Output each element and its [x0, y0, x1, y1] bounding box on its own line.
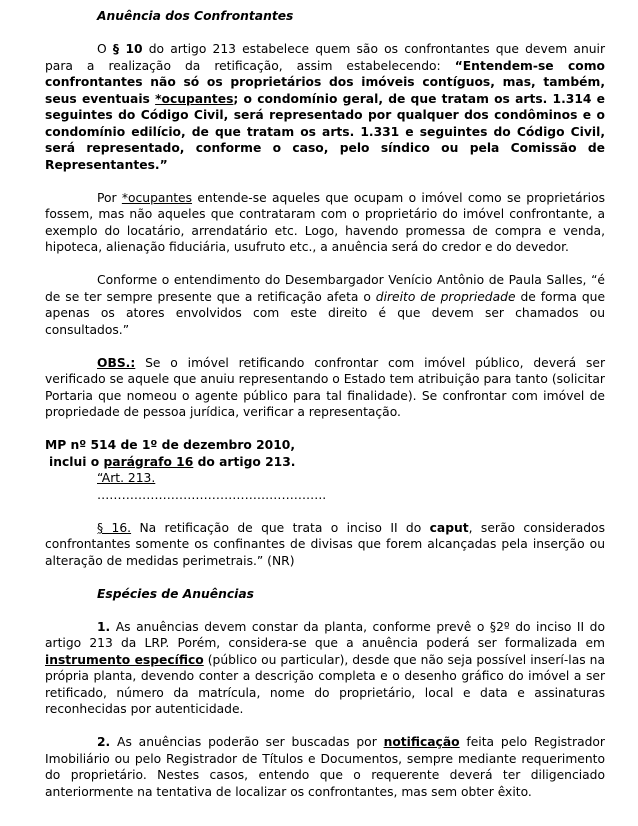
text: do artigo 213 estabelece quem são os confrontantes que devem anuir para a realização da retificação, assim estabelecendo:	[45, 42, 606, 73]
paragraph-entendimento	[45, 272, 605, 338]
quote-bold: ; o condomínio geral, de que tratam os arts. 1.314 e seguintes do Código Civil, será representado por qualquer dos condôminos e o condomínio edilício, de que tratam os arts. 1.331 e seguintes do Código Civil, será representado, conforme o caso, pelo síndico ou pela Comissão de Representantes.”	[45, 91, 605, 172]
section-heading-anuencia: Anuência dos Confrontantes	[97, 9, 294, 23]
ocupantes-marker: *ocupantes	[155, 91, 234, 106]
paragraph-confrontantes	[45, 41, 605, 173]
text: entende-se aqueles que ocupam o imóvel como se proprietários fossem, mas não aqueles que contrataram com o proprietário do imóvel confrontante, a exemplo do locatário, arrendatário etc. Logo, havendo promessa de compra e venda, hipoteca, alienação fiduciária, usufruto etc., a anuência será do credor e do devedor.	[45, 190, 606, 254]
ocupantes-underlined: *ocupantes	[121, 190, 193, 205]
item-number: 2.	[97, 735, 111, 749]
section-heading-especies: Espécies de Anuências	[97, 586, 254, 601]
paragraph-item-1	[45, 619, 605, 718]
caput-bold: caput	[429, 520, 469, 535]
text-bold: § 10	[112, 42, 143, 56]
paragraph-16-link: parágrafo 16	[103, 454, 194, 469]
ellipsis-line: ………………………………………………..	[97, 487, 327, 502]
text: As anuências poderão ser buscadas por	[110, 735, 384, 749]
text: O	[97, 42, 113, 56]
text: inclui o	[49, 454, 104, 469]
notificacao: notificação	[383, 735, 460, 749]
text: de forma que apenas os atores envolvidos com este direito é que devem ser chamados ou consultados.”	[45, 289, 606, 337]
art-label: “Art. 213.	[97, 471, 156, 485]
mp-title: MP nº 514 de 1º de dezembro 2010,	[45, 438, 296, 452]
text: Por	[97, 190, 122, 205]
text: Se o imóvel retificando confrontar com imóvel público, deverá ser verificado se aquele que anuiu representando o Estado tem atribuição para tanto (solicitar Portaria que nomeou o agente público para tal finalidade). Se confrontar com imóvel de propriedade de pessoa jurídica, verificar a representação.	[45, 355, 605, 419]
mp-subtitle	[45, 454, 605, 471]
text: (público ou particular), desde que não seja possível inserí-las na própria planta, devendo conter a descrição completa e o desenho gráfico do imóvel a ser retificado, número da matrícula, nome do proprietário, local e data e assinaturas reconhecidas por autenticidade.	[45, 652, 605, 716]
paragraph-16-text	[45, 520, 605, 570]
paragraph-ocupantes	[45, 190, 605, 256]
obs-label: OBS.:	[97, 355, 136, 370]
text: feita pelo Registrador Imobiliário ou pelo Registrador de Títulos e Documentos, sempre mediante requerimento do proprietário. Nestes casos, entendo que o requerente deverá ter diligenciado anteriormente na tentativa de localizar os confrontantes, mas sem obter êxito.	[45, 735, 605, 799]
paragraph-16-label: § 16.	[97, 520, 132, 535]
quote-bold: “Entendem-se como confrontantes não só os proprietários dos imóveis contíguos, mas, também, seus eventuais	[45, 58, 605, 106]
paragraph-item-2	[45, 734, 605, 800]
paragraph-obs	[45, 355, 605, 421]
item-number: 1.	[97, 619, 111, 634]
text: As anuências devem constar da planta, conforme prevê o §2º do inciso II do artigo 213 da LRP. Porém, considera-se que a anuência poderá ser formalizada em	[45, 619, 605, 650]
art-213	[45, 470, 605, 487]
text: Na retificação de que trata o inciso II do	[131, 520, 430, 535]
text: Conforme o entendimento do Desembargador Venício Antônio de Paula Salles, “é de se ter sempre presente que a retificação afeta o	[45, 273, 605, 304]
text: , serão considerados confrontantes somente os confinantes de divisas que forem alcançadas pela inserção ou alteração de medidas perimetrais.” (NR)	[45, 520, 605, 568]
text-italic: direito de propriedade	[375, 289, 516, 304]
instrumento-especifico: instrumento específico	[45, 652, 204, 667]
text: do artigo 213.	[193, 454, 296, 469]
